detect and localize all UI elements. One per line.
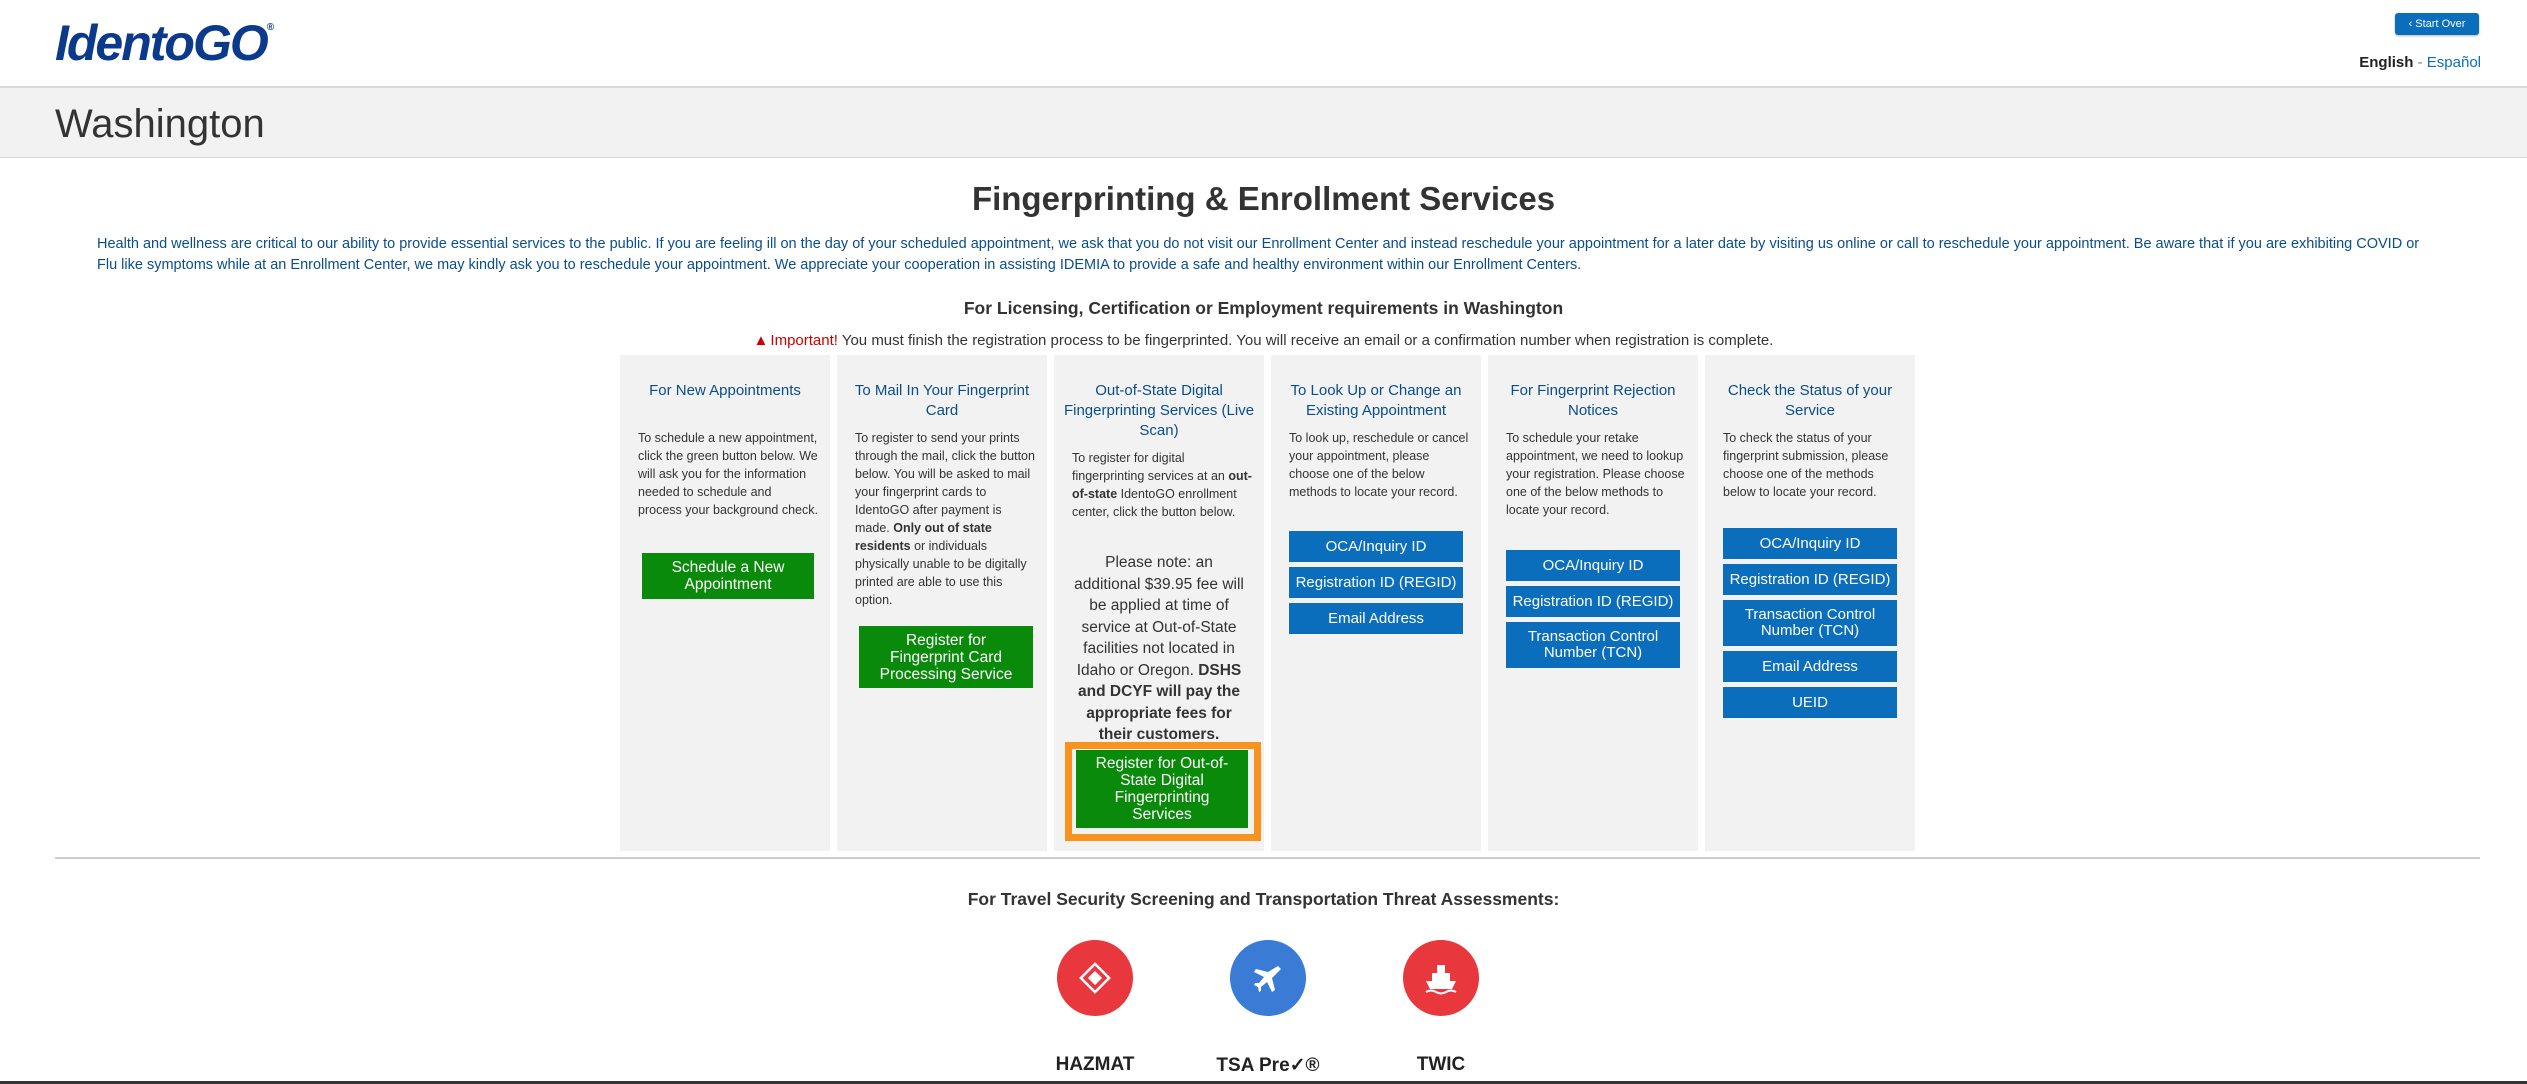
state-title: Washington: [55, 102, 265, 146]
lookup-regid-button[interactable]: Registration ID (REGID): [1289, 567, 1463, 598]
service-label[interactable]: TSA Pre✓®: [1216, 1055, 1320, 1076]
logo-text: IdentoGO: [55, 15, 267, 71]
ship-icon-glyph: [1421, 958, 1461, 998]
licensing-subheading: For Licensing, Certification or Employment requirements in Washington: [963, 298, 1564, 318]
card-rejection-notices: [1488, 355, 1698, 851]
note-text: Please note: an additional $39.95 fee will be applied at time of service at Out-of-State facilities not located in Idaho or Oregon.: [1074, 554, 1244, 679]
service-hazmat[interactable]: [1010, 940, 1180, 1076]
card-mail-fingerprint: [837, 355, 1047, 851]
reject-regid-button[interactable]: Registration ID (REGID): [1506, 586, 1680, 617]
desc-text: IdentoGO enrollment center, click the button below.: [1072, 487, 1237, 519]
important-label: Important!: [770, 332, 838, 349]
card-description: [1072, 449, 1252, 521]
card-title: To Look Up or Change an Existing Appointment: [1290, 382, 1462, 419]
card-title: Out-of-State Digital Fingerprinting Services (Live Scan): [1063, 382, 1255, 439]
desc-text: or individuals physically unable to be digitally printed are able to use this option.: [855, 539, 1027, 607]
card-title: For New Appointments: [649, 382, 801, 399]
desc-text: To register for digital fingerprinting services at an: [1072, 451, 1229, 483]
card-description: To schedule a new appointment, click the green button below. We will ask you for the information needed to schedule and process your background check.: [638, 431, 818, 517]
ship-icon[interactable]: [1403, 940, 1479, 1016]
lookup-oca-button[interactable]: OCA/Inquiry ID: [1289, 531, 1463, 562]
register-fingerprint-card-button[interactable]: Register for Fingerprint Card Processing Service: [859, 626, 1033, 688]
lang-english[interactable]: English: [2359, 54, 2414, 71]
service-tsa-precheck[interactable]: [1183, 940, 1353, 1077]
site-header: [0, 0, 2527, 88]
service-twic[interactable]: [1356, 940, 1526, 1076]
state-bar: [0, 88, 2527, 158]
important-text: You must finish the registration process to be fingerprinted. You will receive an email or a confirmation number when registration is complete.: [837, 332, 1774, 349]
page-title: Fingerprinting & Enrollment Services: [971, 180, 1556, 217]
reject-oca-button[interactable]: OCA/Inquiry ID: [1506, 550, 1680, 581]
card-title: For Fingerprint Rejection Notices: [1510, 382, 1676, 419]
card-lookup-appointment: [1271, 355, 1481, 851]
service-label[interactable]: HAZMAT: [1055, 1054, 1135, 1075]
reject-tcn-button[interactable]: Transaction Control Number (TCN): [1506, 622, 1680, 668]
desc-bold: out-of-state: [1072, 469, 1252, 501]
desc-text: To register to send your prints through the mail, click the button below. You will be asked to mail your fingerprint cards to IdentoGO after payment is made.: [855, 431, 1035, 535]
status-oca-button[interactable]: OCA/Inquiry ID: [1723, 528, 1897, 559]
start-over-button[interactable]: ‹ Start Over: [2395, 13, 2479, 35]
service-label[interactable]: TWIC: [1416, 1054, 1466, 1075]
lang-spanish[interactable]: Español: [2426, 54, 2481, 71]
language-switcher: [2359, 54, 2481, 71]
focus-highlight-outline: [1065, 742, 1261, 841]
note-bold: DSHS and DCYF will pay the appropriate fees for their customers.: [1078, 661, 1242, 743]
identogo-logo[interactable]: [55, 14, 274, 72]
section-divider: [55, 857, 2480, 859]
lang-separator: -: [2413, 54, 2427, 71]
status-email-button[interactable]: Email Address: [1723, 651, 1897, 682]
health-notice: Health and wellness are critical to our ability to provide essential services to the public. If you are feeling ill on the day of your scheduled appointment, we ask that you do not visit our Enrollment Center and instead reschedule your appointment for a later date by visiting us online or call to reschedule your appointment. Be aware that if you are exhibiting COVID or Flu like symptoms while at an Enrollment Center, we may kindly ask you to reschedule your appointment. We appreciate your cooperation in assisting IDEMIA to provide a safe and healthy environment within our Enrollment Centers.: [97, 236, 2420, 273]
card-description: To look up, reschedule or cancel your appointment, please choose one of the below methods to locate your record.: [1289, 431, 1469, 499]
travel-heading: For Travel Security Screening and Transportation Threat Assessments:: [967, 889, 1560, 909]
card-description: To check the status of your fingerprint submission, please choose one of the methods below to locate your record.: [1723, 431, 1889, 499]
hazmat-icon[interactable]: [1057, 940, 1133, 1016]
card-title: Check the Status of your Service: [1727, 382, 1893, 419]
register-out-of-state-button[interactable]: Register for Out-of-State Digital Fingerprinting Services: [1076, 750, 1248, 828]
warning-icon: ▲: [753, 332, 769, 349]
logo-registered-mark: ®: [266, 22, 275, 33]
card-title: To Mail In Your Fingerprint Card: [854, 382, 1030, 419]
airplane-icon-glyph: [1248, 958, 1288, 998]
fee-note: [1072, 552, 1246, 746]
card-check-status: [1705, 355, 1915, 851]
important-notice: [0, 332, 2527, 349]
status-regid-button[interactable]: Registration ID (REGID): [1723, 564, 1897, 595]
desc-bold: Only out of state residents: [855, 521, 992, 553]
hazmat-icon-glyph: [1075, 958, 1115, 998]
lookup-email-button[interactable]: Email Address: [1289, 603, 1463, 634]
schedule-new-appointment-button[interactable]: Schedule a New Appointment: [642, 553, 814, 599]
airplane-icon[interactable]: [1230, 940, 1306, 1016]
card-new-appointments: [620, 355, 830, 851]
status-ueid-button[interactable]: UEID: [1723, 687, 1897, 718]
card-description: To schedule your retake appointment, we need to lookup your registration. Please choose one of the below methods to locate your record.: [1506, 431, 1685, 517]
card-description: [855, 429, 1035, 609]
status-tcn-button[interactable]: Transaction Control Number (TCN): [1723, 600, 1897, 646]
